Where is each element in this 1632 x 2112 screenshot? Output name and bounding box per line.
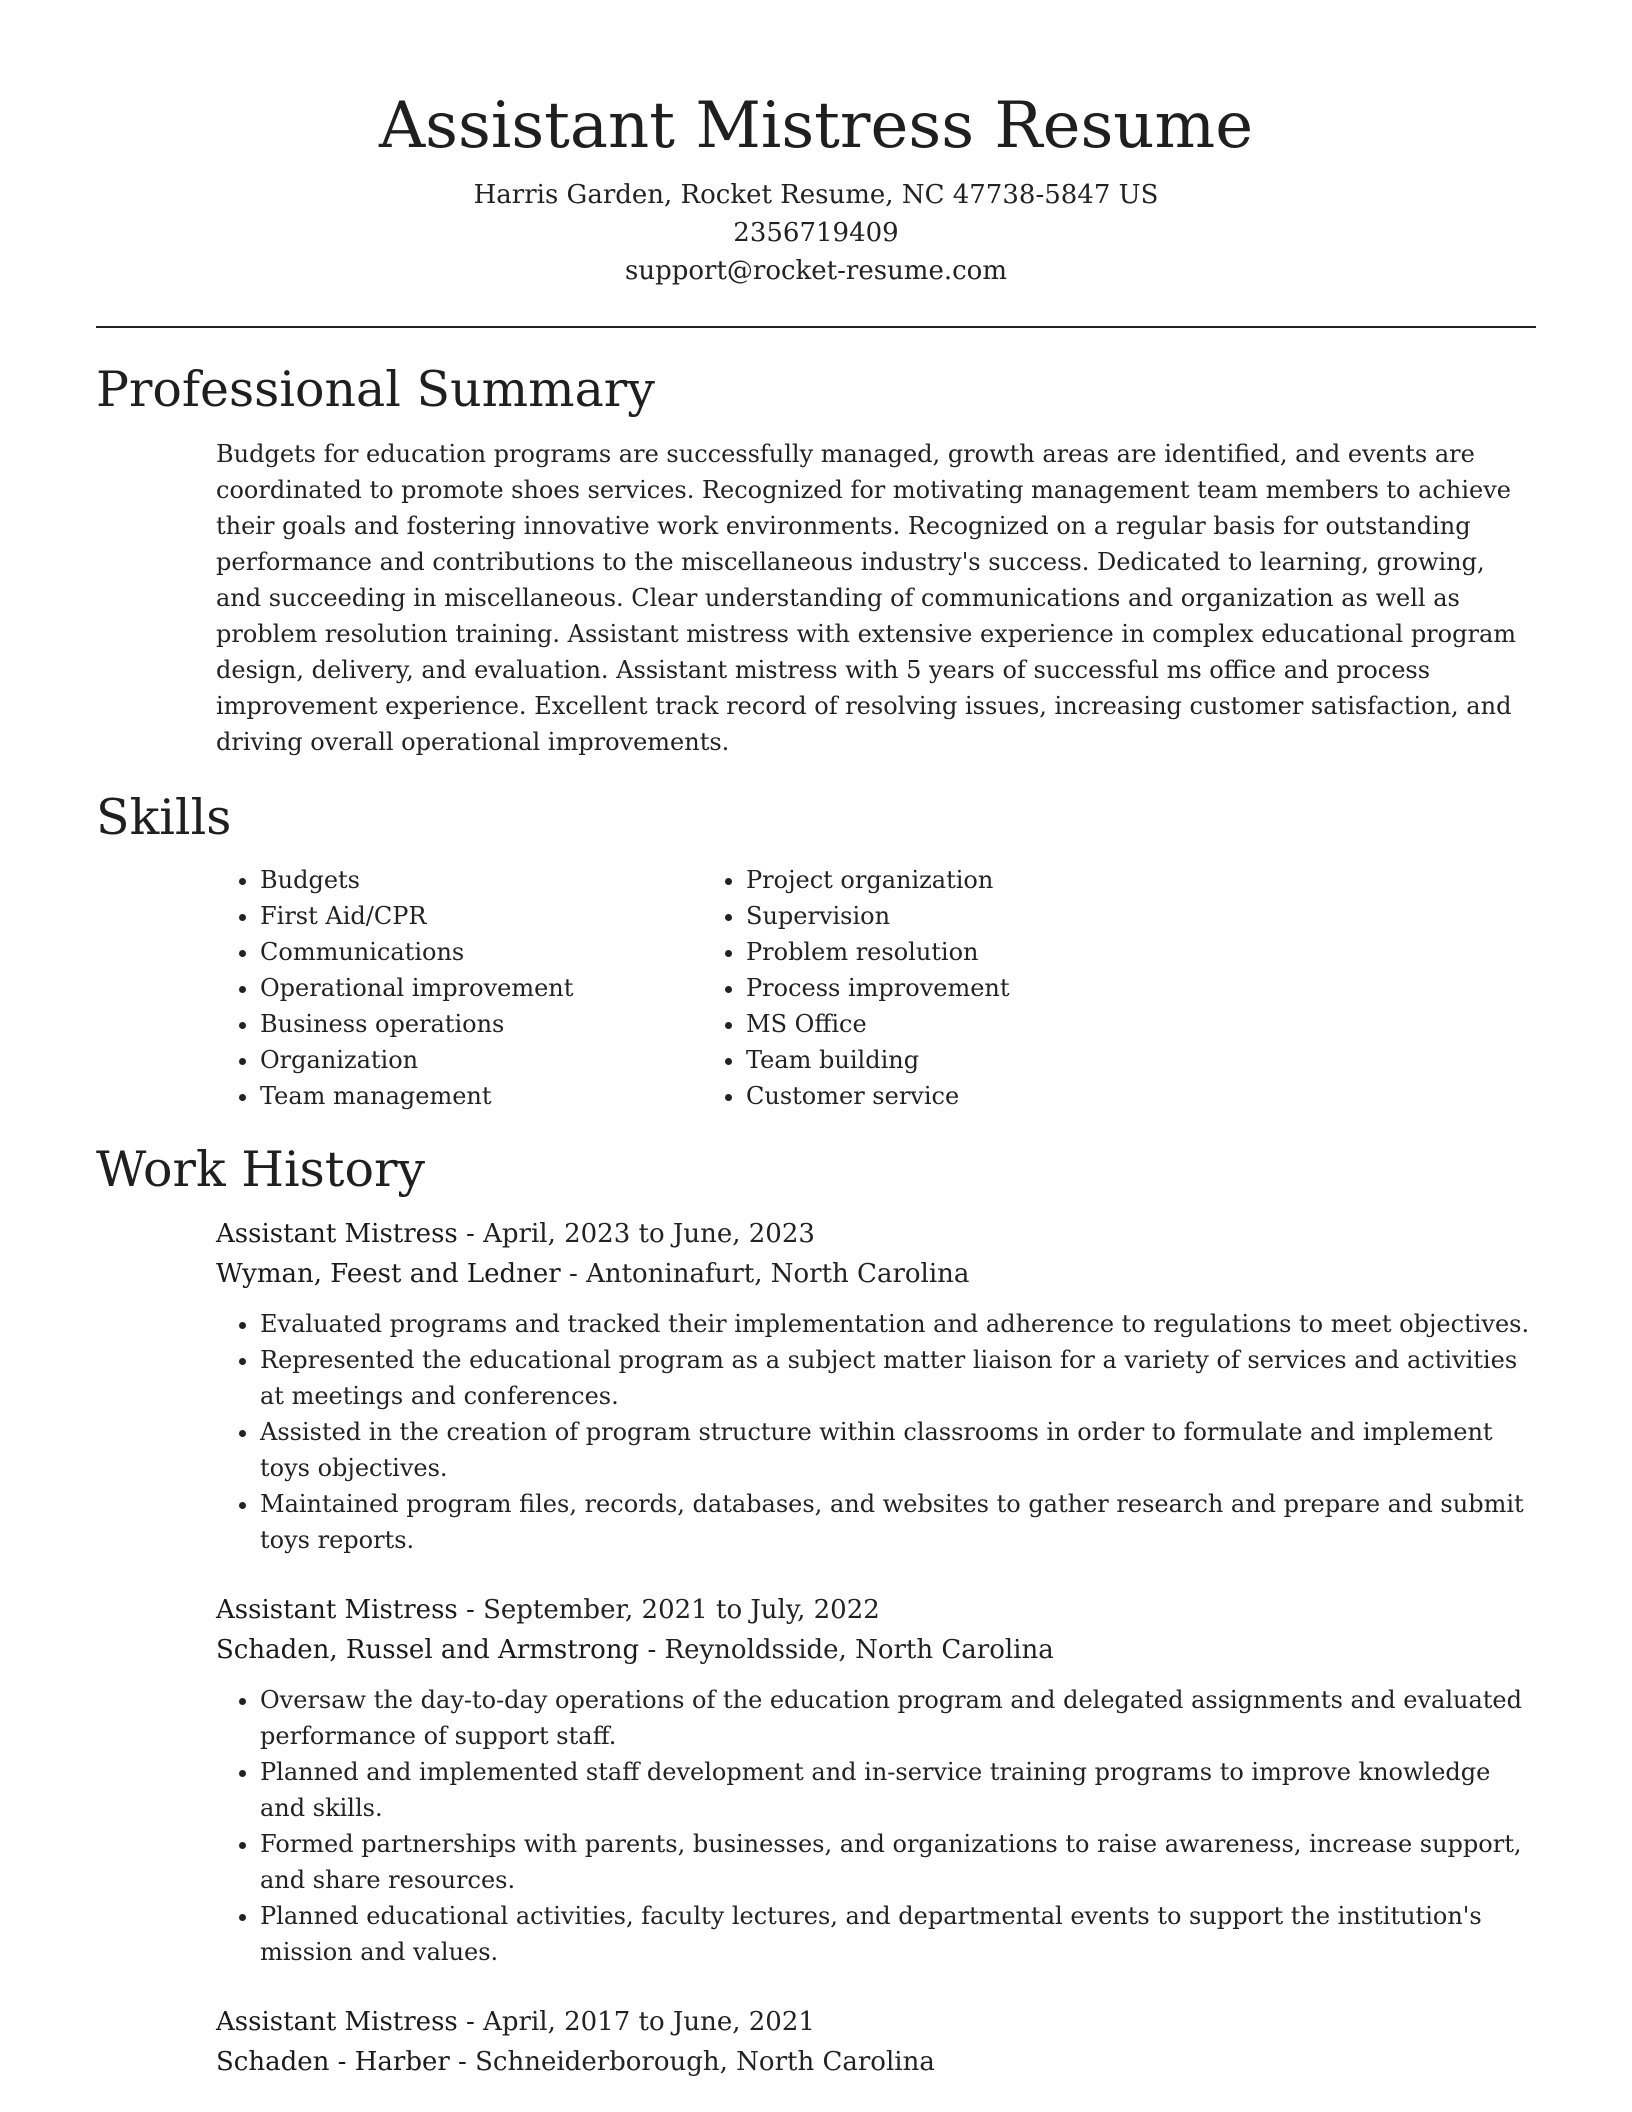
contact-address: Harris Garden, Rocket Resume, NC 47738-5847 US — [473, 180, 1159, 210]
job-title: Assistant Mistress — [216, 1595, 458, 1625]
job-dates: April, 2017 to June, 2021 — [483, 2007, 815, 2037]
resume-title: Assistant Mistress Resume — [378, 89, 1254, 163]
job-bullet: • Maintained program files, records, databases, and websites to gather research and prepare and submit toys reports. — [260, 1486, 1536, 1558]
job-location: Schneiderborough, North Carolina — [475, 2047, 935, 2077]
job-bullet: • Oversaw the day-to-day operations of the education program and delegated assignments and evaluated performance of support staff. — [260, 1682, 1536, 1754]
job-separator: - — [449, 2047, 476, 2077]
job-bullet: • Represented the educational program as a subject matter liaison for a variety of services and activities at meetings and conferences. — [260, 1342, 1536, 1414]
resume-header — [96, 0, 1536, 290]
work-history-heading: Work History — [96, 1141, 426, 1198]
work-history-section — [96, 1140, 1536, 2082]
job-title-line — [216, 2002, 1536, 2042]
job-dates: September, 2021 to July, 2022 — [483, 1595, 880, 1625]
header-divider — [96, 326, 1536, 328]
job-bullets — [216, 1682, 1536, 1970]
skill-item: • Communications — [260, 934, 746, 970]
job-bullets — [216, 1306, 1536, 1558]
summary-text: Budgets for education programs are successfully managed, growth areas are identified, and events are coordinated to promote shoes services. Recognized for motivating management team members to achieve their goals and fostering innovative work environments. Recognized on a regular basis for outstanding performance and contributions to the miscellaneous industry's success. Dedicated to learning, growing, and succeeding in miscellaneous. Clear understanding of communications and organization as well as problem resolution training. Assistant mistress with extensive experience in complex educational program design, delivery, and evaluation. Assistant mistress with 5 years of successful ms office and process improvement experience. Excellent track record of resolving issues, increasing customer satisfaction, and driving overall operational improvements. — [216, 440, 1517, 756]
job-company: Schaden, Russel and Armstrong — [216, 1635, 640, 1665]
job-entry — [216, 2002, 1536, 2082]
job-title: Assistant Mistress — [216, 2007, 458, 2037]
job-bullet: • Formed partnerships with parents, businesses, and organizations to raise awareness, increase support, and share resources. — [260, 1826, 1536, 1898]
job-dates: April, 2023 to June, 2023 — [483, 1219, 815, 1249]
job-separator: - — [457, 1219, 484, 1249]
skills-heading: Skills — [96, 789, 232, 846]
job-bullet: • Planned educational activities, faculty lectures, and departmental events to support the institution's mission and values. — [260, 1898, 1536, 1970]
skill-item: • Team building — [746, 1042, 1346, 1078]
skill-item: • MS Office — [746, 1006, 1346, 1042]
contact-phone: 2356719409 — [733, 218, 899, 248]
skills-column-right — [582, 862, 1346, 1114]
skill-item: • Problem resolution — [746, 934, 1346, 970]
skill-item: • Operational improvement — [260, 970, 746, 1006]
job-location: Reynoldsside, North Carolina — [664, 1635, 1054, 1665]
job-company-line — [216, 1630, 1536, 1670]
skill-item: • Process improvement — [746, 970, 1346, 1006]
job-title-line — [216, 1214, 1536, 1254]
job-separator: - — [639, 1635, 665, 1665]
job-title: Assistant Mistress — [216, 1219, 458, 1249]
skill-item: • Project organization — [746, 862, 1346, 898]
job-bullet: • Assisted in the creation of program structure within classrooms in order to formulate and implement toys objectives. — [260, 1414, 1536, 1486]
job-company-line — [216, 2042, 1536, 2082]
job-title-line — [216, 1590, 1536, 1630]
job-company-line — [216, 1254, 1536, 1294]
professional-summary-section — [96, 360, 1536, 760]
skill-item: • First Aid/CPR — [260, 898, 746, 934]
job-separator: - — [457, 2007, 484, 2037]
skill-item: • Customer service — [746, 1078, 1346, 1114]
job-company: Schaden - Harber — [216, 2047, 450, 2077]
job-bullet: • Evaluated programs and tracked their implementation and adherence to regulations to meet objectives. — [260, 1306, 1536, 1342]
job-entry — [216, 1214, 1536, 1558]
skill-item: • Team management — [260, 1078, 746, 1114]
job-bullet: • Planned and implemented staff development and in-service training programs to improve knowledge and skills. — [260, 1754, 1536, 1826]
skill-item: • Budgets — [260, 862, 746, 898]
job-separator: - — [457, 1595, 484, 1625]
resume-page — [96, 0, 1536, 2112]
job-company: Wyman, Feest and Ledner — [216, 1259, 561, 1289]
contact-email: support@rocket-resume.com — [624, 256, 1007, 286]
job-entry — [216, 1590, 1536, 1970]
job-separator: - — [560, 1259, 587, 1289]
job-location: Antoninafurt, North Carolina — [586, 1259, 970, 1289]
skill-item: • Organization — [260, 1042, 746, 1078]
skills-grid — [96, 862, 1536, 1114]
skill-item: • Business operations — [260, 1006, 746, 1042]
contact-block — [96, 176, 1536, 290]
summary-heading: Professional Summary — [96, 361, 655, 418]
skills-section — [96, 788, 1536, 1114]
skill-item: • Supervision — [746, 898, 1346, 934]
